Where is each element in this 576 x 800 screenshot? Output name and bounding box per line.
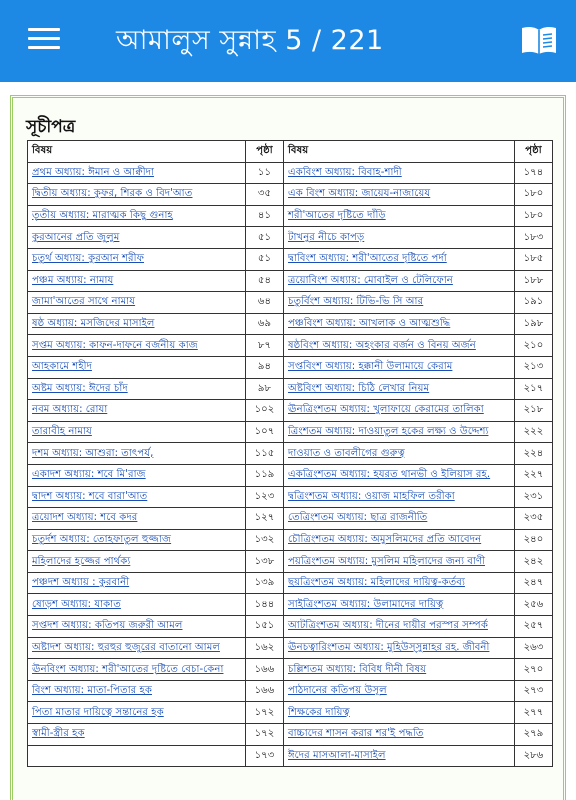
chapter-link[interactable]: পঞ্চদশ অধ্যায় : কুরবানী — [32, 577, 130, 589]
page-cell — [246, 292, 284, 314]
app-bar — [0, 0, 576, 82]
page-cell — [246, 227, 284, 249]
topic-cell — [28, 421, 246, 443]
page-number: ৪১ — [257, 210, 272, 222]
topic-cell — [28, 443, 246, 465]
page-number: ১৯১ — [523, 296, 544, 308]
page-number: ১৬২ — [254, 641, 275, 653]
chapter-link[interactable]: চতুর্বিংশ অধ্যায়: টিভি-ভি সি আর — [288, 296, 424, 308]
page-number: ১৮৮ — [523, 274, 544, 286]
topic-cell — [284, 529, 515, 551]
table-row — [28, 270, 553, 292]
page-number: ২১৩ — [523, 361, 544, 373]
page-number: ২২২ — [523, 426, 544, 438]
table-row — [28, 464, 553, 486]
page-number: ১৩৯ — [254, 577, 275, 589]
chapter-link[interactable]: আটত্রিংশতম অধ্যায়: দীনের দায়ীর পরস্পর সম্পর্ক — [288, 620, 488, 632]
page-number: ১৪৪ — [254, 598, 275, 610]
page-cell — [515, 378, 553, 400]
topic-cell — [284, 572, 515, 594]
topic-cell — [284, 378, 515, 400]
page-cell — [515, 162, 553, 184]
table-row — [28, 637, 553, 659]
table-row — [28, 616, 553, 638]
page-number: ৯৪ — [257, 361, 272, 373]
chapter-link[interactable]: ঊনত্রিংশতম অধ্যায়: খুলাফায়ে কেরামের তালিকা — [288, 404, 484, 416]
page-number: ১৭৪ — [523, 166, 544, 178]
topic-cell — [284, 162, 515, 184]
page-number: ১৩৮ — [254, 555, 275, 567]
topic-cell — [284, 227, 515, 249]
chapter-link[interactable]: তৃতীয় অধ্যায়: মারাত্মক কিছু গুনাহ — [32, 210, 173, 222]
page-number: ১২৭ — [254, 512, 275, 524]
page-number: ২৬৩ — [523, 641, 544, 653]
topic-cell — [28, 680, 246, 702]
hamburger-menu-icon[interactable] — [28, 26, 62, 52]
chapter-link[interactable]: একবিংশ অধ্যায়: বিবাহ-শাদী — [288, 166, 402, 178]
chapter-link[interactable]: একাদশ অধ্যায়: শবে মি'রাজ — [32, 469, 146, 481]
chapter-link[interactable]: অষ্টম অধ্যায়: ঈদের চাঁদ — [32, 382, 128, 394]
chapter-link[interactable]: পয়ত্রিংশতম অধ্যায়: মুসলিম মহিলাদের জন্য বাণী — [288, 555, 486, 567]
page-number: ১০২ — [254, 404, 275, 416]
chapter-link[interactable]: পাঠদানের কতিপয় উসূল — [288, 685, 387, 697]
page-cell — [515, 486, 553, 508]
chapter-link[interactable]: কুরআনের প্রতি জুলুম — [32, 231, 120, 243]
table-row — [28, 680, 553, 702]
page-cell — [515, 659, 553, 681]
chapter-link[interactable]: বিংশ অধ্যায়: মাতা-পিতার হক — [32, 685, 152, 697]
page-cell — [515, 572, 553, 594]
chapter-link[interactable]: ছয়ত্রিংশতম অধ্যায়: মহিলাদের দায়িত্ব-কর্তব্য — [288, 577, 465, 589]
page-cell — [246, 378, 284, 400]
topic-cell — [28, 616, 246, 638]
topic-cell — [284, 745, 515, 767]
chapter-link[interactable]: সপ্তদশ অধ্যায়: কতিপয় জরুরী আমল — [32, 620, 183, 632]
table-row — [28, 335, 553, 357]
page-cell — [246, 400, 284, 422]
page-number: ১৩২ — [254, 533, 275, 545]
page-number: ১৭২ — [254, 728, 275, 740]
page-cell — [246, 356, 284, 378]
page-cell — [515, 248, 553, 270]
table-row — [28, 594, 553, 616]
app-title: আমালুস সুন্নাহ 5 / 221 — [116, 25, 384, 56]
table-body — [28, 162, 553, 767]
page-number: ১১ — [257, 166, 272, 178]
topic-cell — [284, 356, 515, 378]
page-cell — [515, 508, 553, 530]
topic-cell — [284, 486, 515, 508]
chapter-link[interactable]: সাইত্রিংশতম অধ্যায়: উলামাদের দায়িত্ব — [288, 598, 444, 610]
page-number: ১৮৩ — [523, 231, 544, 243]
page-cell — [515, 529, 553, 551]
chapter-link[interactable]: তেত্রিংশতম অধ্যায়: ছাত্র রাজনীতি — [288, 512, 428, 524]
table-row — [28, 313, 553, 335]
topic-cell — [284, 594, 515, 616]
table-row — [28, 443, 553, 465]
topic-cell — [284, 616, 515, 638]
page-cell — [246, 680, 284, 702]
table-row — [28, 227, 553, 249]
page-cell — [515, 680, 553, 702]
table-row — [28, 508, 553, 530]
page-number: ১৯৮ — [523, 318, 544, 330]
chapter-link[interactable]: পঞ্চবিংশ অধ্যায়: আখলাক ও আত্মশুদ্ধি — [288, 318, 451, 330]
page-cell — [246, 616, 284, 638]
page-number: ২১৭ — [523, 382, 544, 394]
topic-cell — [28, 162, 246, 184]
topic-cell — [284, 184, 515, 206]
chapter-link[interactable]: শরী'আতের দৃষ্টিতে দাঁড়ি — [288, 210, 386, 222]
column-header-topic: বিষয় — [284, 141, 515, 163]
page-cell — [246, 508, 284, 530]
page-cell — [515, 464, 553, 486]
topic-cell — [284, 421, 515, 443]
chapter-link[interactable]: চল্লিশতম অধ্যায়: বিবিধ দীনী বিষয় — [288, 663, 427, 675]
topic-cell — [28, 702, 246, 724]
chapter-link[interactable]: ষষ্ঠ অধ্যায়: মসজিদের মাসাইল — [32, 318, 155, 330]
topic-cell — [284, 659, 515, 681]
page-number: ২৫৬ — [523, 598, 544, 610]
topic-cell — [284, 464, 515, 486]
page-number: ২২৭ — [523, 469, 544, 481]
page-cell — [246, 486, 284, 508]
topic-cell — [28, 400, 246, 422]
page-cell — [246, 529, 284, 551]
page-cell — [246, 184, 284, 206]
table-header-row — [28, 141, 553, 163]
table-row — [28, 486, 553, 508]
chapter-link[interactable]: ষষ্ঠবিংশ অধ্যায়: অহংকার বর্জন ও বিনয় অর্জন — [288, 339, 476, 351]
table-row — [28, 745, 553, 767]
page-cell — [515, 270, 553, 292]
chapter-link[interactable]: ঊনচত্বারিংশতম অধ্যায়: মুহিউস্সুন্নাহর রহ. জীবনী — [288, 641, 490, 653]
page-number: ৮৭ — [257, 339, 272, 351]
chapter-link[interactable]: দ্বত্রিংশতম অধ্যায়: ওয়াজ মাহফিল তরীকা — [288, 490, 455, 502]
page-cell — [515, 594, 553, 616]
topic-cell — [28, 356, 246, 378]
page-cell — [246, 335, 284, 357]
topic-cell — [284, 637, 515, 659]
table-row — [28, 162, 553, 184]
chapter-link[interactable]: ঊনবিংশ অধ্যায়: শরী'আতের দৃষ্টিতে বেচা-কেনা — [32, 663, 224, 675]
topic-cell — [28, 551, 246, 573]
page-number: ২৩১ — [523, 490, 544, 502]
topic-cell — [28, 378, 246, 400]
topic-cell — [28, 724, 246, 746]
topic-cell — [28, 313, 246, 335]
table-row — [28, 205, 553, 227]
chapter-link[interactable]: ত্রয়োদশ অধ্যায়: শবে কদর — [32, 512, 138, 524]
page-number: ১১৯ — [254, 469, 275, 481]
table-row — [28, 551, 553, 573]
chapter-link[interactable]: চতুর্থ অধ্যায়: কুরআন শরীফ — [32, 253, 145, 265]
page-number: ১৬৬ — [254, 663, 275, 675]
chapter-link[interactable]: তারাবীহ নামায — [32, 426, 92, 438]
page-number: ৬৪ — [257, 296, 272, 308]
topic-cell — [28, 335, 246, 357]
chapter-link[interactable]: সপ্তম অধ্যায়: কাফন-দাফনে বর্জনীয় কাজ — [32, 339, 198, 351]
topic-cell — [284, 292, 515, 314]
topic-cell — [28, 745, 246, 767]
topic-cell — [28, 205, 246, 227]
page-number: ৫১ — [257, 231, 272, 243]
page-number: ২৮৬ — [523, 749, 544, 761]
chapter-link[interactable]: পঞ্চম অধ্যায়: নামায — [32, 274, 114, 286]
table-row — [28, 248, 553, 270]
page-number: ২৪৭ — [523, 577, 544, 589]
column-header-page: পৃষ্ঠা — [246, 141, 284, 163]
chapter-link[interactable]: চৌত্রিংশতম অধ্যায়: অমুসলিমদের প্রতি আবেদন — [288, 533, 482, 545]
topic-cell — [28, 270, 246, 292]
page-cell — [515, 421, 553, 443]
page-number: ১২৩ — [254, 490, 275, 502]
page-number: ২৫৭ — [523, 620, 544, 632]
page-cell — [515, 702, 553, 724]
page-cell — [515, 400, 553, 422]
topic-cell — [28, 508, 246, 530]
page-cell — [515, 616, 553, 638]
topic-cell — [284, 205, 515, 227]
topic-cell — [28, 529, 246, 551]
topic-cell — [28, 572, 246, 594]
page-number: ২৪২ — [523, 555, 544, 567]
chapter-link[interactable]: জামা'আতের সাথে নামায — [32, 296, 136, 308]
chapter-link[interactable]: অষ্টবিংশ অধ্যায়: চিঠি লেখার নিয়ম — [288, 382, 430, 394]
topic-cell — [284, 313, 515, 335]
topic-cell — [284, 508, 515, 530]
table-row — [28, 529, 553, 551]
page-cell — [515, 205, 553, 227]
topic-cell — [284, 248, 515, 270]
page-number: ৩৫ — [257, 188, 272, 200]
table-row — [28, 184, 553, 206]
page-cell — [515, 292, 553, 314]
page-cell — [246, 659, 284, 681]
topic-cell — [284, 335, 515, 357]
page-number: ২৭৯ — [523, 728, 544, 740]
chapter-link[interactable]: বাচ্চাদের শাসন করার শর'ই পদ্ধতি — [288, 728, 424, 740]
page-number: ২২৪ — [523, 447, 544, 459]
chapter-link[interactable]: দাওয়াত ও তাবলীগের গুরুত্ব — [288, 447, 405, 459]
page-cell — [515, 443, 553, 465]
page-cell — [246, 637, 284, 659]
page-cell — [515, 637, 553, 659]
chapter-link[interactable]: এক বিংশ অধ্যায়: জায়েয-নাজায়েয — [288, 188, 431, 200]
page-cell — [515, 745, 553, 767]
table-row — [28, 356, 553, 378]
page-cell — [246, 724, 284, 746]
page-number: ২৭৭ — [523, 706, 544, 718]
chapter-link[interactable]: সপ্তবিংশ অধ্যায়: হক্কানী উলামায়ে কেরাম — [288, 361, 453, 373]
table-row — [28, 659, 553, 681]
page-number: ১৫১ — [254, 620, 275, 632]
chapter-link[interactable]: টাখনুর নীচে কাপড় — [288, 231, 365, 243]
topic-cell — [284, 400, 515, 422]
topic-cell — [28, 464, 246, 486]
topic-cell — [284, 680, 515, 702]
page-cell — [515, 184, 553, 206]
page-cell — [246, 702, 284, 724]
page-heading: সূচীপত্র — [26, 117, 76, 137]
column-header-topic: বিষয় — [28, 141, 246, 163]
page-cell — [246, 270, 284, 292]
page-cell — [246, 745, 284, 767]
chapter-link[interactable]: ত্রিংশতম অধ্যায়: দাওয়াতুল হকের লক্ষ্য ও উদ্দেশ্য — [288, 426, 489, 438]
table-row — [28, 400, 553, 422]
table-row — [28, 378, 553, 400]
page-number: ৫১ — [257, 253, 272, 265]
chapter-link[interactable]: ত্রয়োবিংশ অধ্যায়: মোবাইল ও টেলিফোন — [288, 274, 453, 286]
page-cell — [515, 551, 553, 573]
chapter-link[interactable]: অষ্টাদশ অধ্যায়: হুরহুর হুজুরের বাতানো আমল — [32, 641, 220, 653]
page-number: ১০৭ — [254, 426, 275, 438]
topic-cell — [28, 659, 246, 681]
page-cell — [246, 248, 284, 270]
topic-cell — [28, 292, 246, 314]
column-header-page: পৃষ্ঠা — [515, 141, 553, 163]
table-row — [28, 724, 553, 746]
page-cell — [246, 464, 284, 486]
chapter-link[interactable]: দ্বাদশ অধ্যায়: শবে বারা'আত — [32, 490, 148, 502]
page-number: ৫৪ — [257, 274, 272, 286]
chapter-link[interactable]: ষোড়শ অধ্যায়: যাকাত — [32, 598, 121, 610]
page-number: ২১৮ — [523, 404, 544, 416]
table-row — [28, 572, 553, 594]
page-number: ১১৫ — [254, 447, 275, 459]
page-number: ২৭৩ — [523, 685, 544, 697]
page-number: ১৮০ — [523, 188, 544, 200]
page-number: ২৩৫ — [523, 512, 544, 524]
topic-cell — [28, 248, 246, 270]
page-cell — [246, 421, 284, 443]
topic-cell — [284, 443, 515, 465]
page-number: ১৮৫ — [523, 253, 544, 265]
page-number: ১৭৩ — [254, 749, 275, 761]
chapter-link[interactable]: একত্রিংশতম অধ্যায়: হযরত থানভী ও ইলিয়াস রহ. — [288, 469, 491, 481]
topic-cell — [284, 270, 515, 292]
page-cell — [246, 313, 284, 335]
page-cell — [246, 572, 284, 594]
page-number: ১৭২ — [254, 706, 275, 718]
page-cell — [515, 724, 553, 746]
table-row — [28, 292, 553, 314]
page-cell — [246, 594, 284, 616]
page-cell — [515, 313, 553, 335]
page-number: ২৪০ — [523, 533, 544, 545]
topic-cell — [28, 486, 246, 508]
table-row — [28, 421, 553, 443]
chapter-link[interactable]: দ্বাবিংশ অধ্যায়: শরী'আতের দৃষ্টিতে পর্দা — [288, 253, 447, 265]
topic-cell — [284, 702, 515, 724]
page-cell — [515, 227, 553, 249]
page-cell — [246, 162, 284, 184]
page-number: ২১০ — [523, 339, 544, 351]
topic-cell — [28, 184, 246, 206]
page-cell — [515, 356, 553, 378]
chapter-link[interactable]: প্রথম অধ্যায়: ঈমান ও আক্বীদা — [32, 166, 154, 178]
chapter-link[interactable]: শিক্ষকের দায়িত্ব — [288, 706, 350, 718]
chapter-link[interactable]: ঈদের মাসআলা-মাসাইল — [288, 749, 386, 761]
page-cell — [246, 443, 284, 465]
page-cell — [246, 551, 284, 573]
chapter-link[interactable]: নবম অধ্যায়: রোযা — [32, 404, 108, 416]
table-row — [28, 702, 553, 724]
page-number: ১৮০ — [523, 210, 544, 222]
open-book-icon[interactable] — [520, 24, 558, 56]
topic-cell — [28, 594, 246, 616]
chapter-link[interactable]: আহকামে শহীদ — [32, 361, 92, 373]
page-number: ৯৮ — [257, 382, 272, 394]
page-cell — [246, 205, 284, 227]
chapter-link[interactable]: দ্বিতীয় অধ্যায়: কুফর, শিরক ও বিদ'আত — [32, 188, 193, 200]
chapter-link[interactable]: পিতা মাতার দায়িত্বে সন্তানের হক — [32, 706, 164, 718]
page-number: ৬৯ — [257, 318, 272, 330]
page-number: ২৭০ — [523, 663, 544, 675]
topic-cell — [28, 637, 246, 659]
chapter-link[interactable]: মহিলাদের হজ্জের পার্থক্য — [32, 555, 131, 567]
chapter-link[interactable]: চতুর্দশ অধ্যায়: তোহফাতুল হুজ্জাজ — [32, 533, 172, 545]
chapter-link[interactable]: স্বামী-স্ত্রীর হক — [32, 728, 85, 740]
topic-cell — [284, 724, 515, 746]
topic-cell — [284, 551, 515, 573]
page-cell — [515, 335, 553, 357]
topic-cell — [28, 227, 246, 249]
table-of-contents — [27, 140, 553, 767]
chapter-link[interactable]: দশম অধ্যায়: আশুরা: তাৎপর্য, — [32, 447, 154, 459]
page-number: ১৬৬ — [254, 685, 275, 697]
